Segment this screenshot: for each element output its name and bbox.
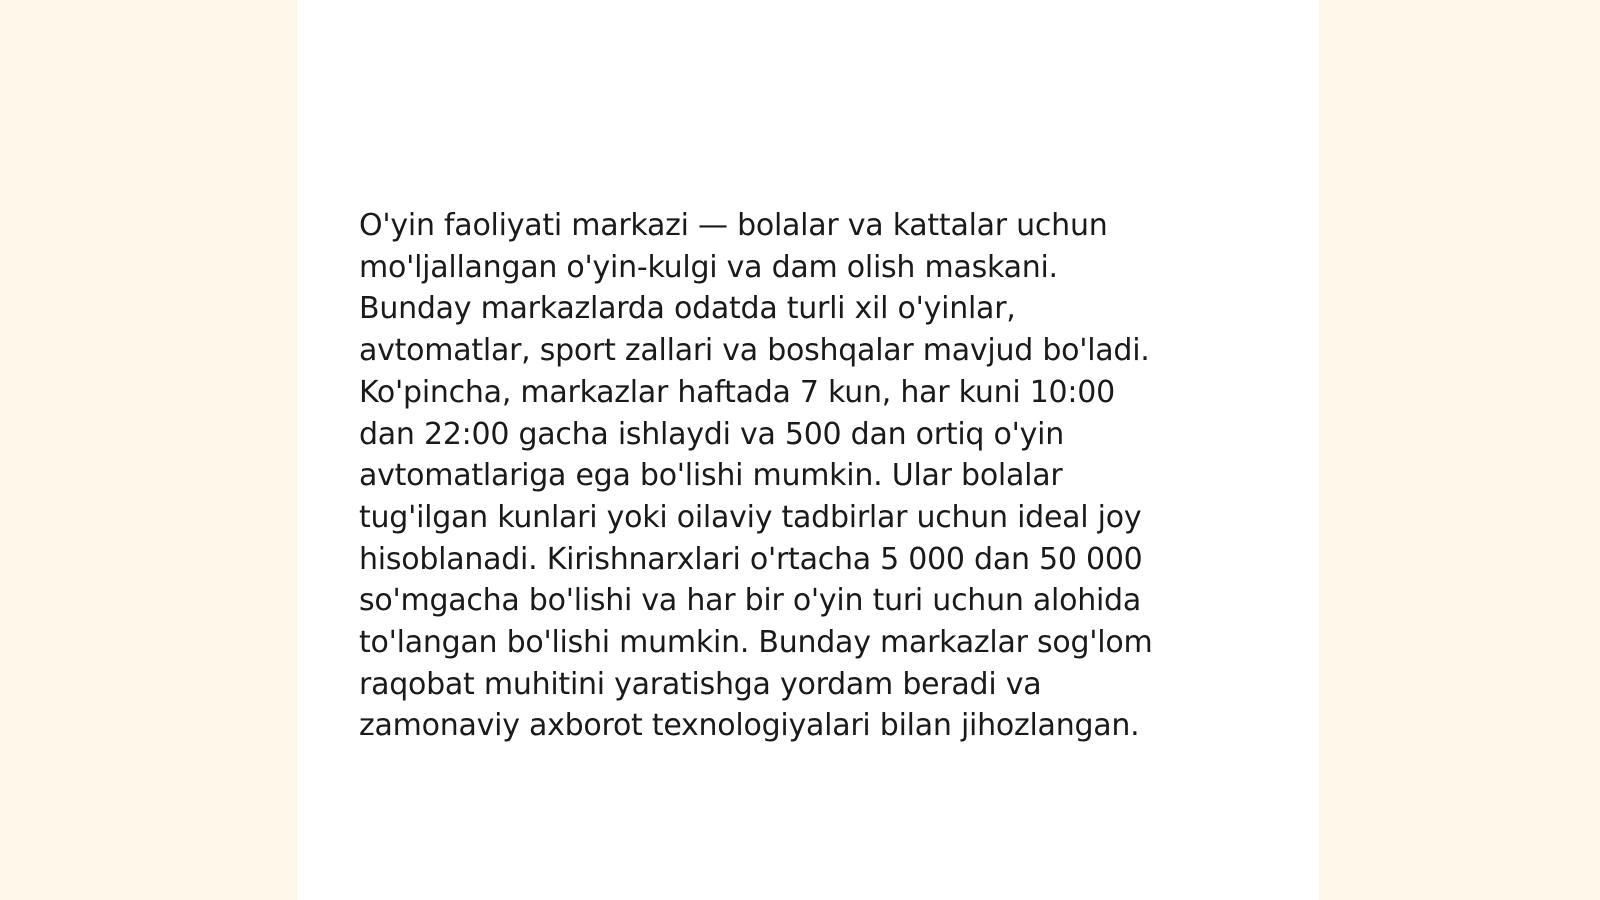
paragraph-line: O'yin faoliyati markazi — bolalar va kattalar uchun — [359, 208, 1108, 243]
paragraph-line: dan 22:00 gacha ishlaydi va 500 dan ortiq o'yin — [359, 416, 1064, 452]
body-paragraph — [359, 205, 1259, 747]
paragraph-line: tug'ilgan kunlari yoki oilaviy tadbirlar uchun ideal joy — [359, 499, 1142, 535]
paragraph-line: avtomatlar, sport zallari va boshqalar mavjud bo'ladi. — [359, 333, 1150, 369]
paragraph-line: Ko'pincha, markazlar haftada 7 kun, har kuni 10:00 — [359, 374, 1115, 410]
document-page — [297, 0, 1319, 900]
paragraph-line: avtomatlariga ega bo'lishi mumkin. Ular bolalar — [359, 458, 1063, 494]
paragraph-line: so'mgacha bo'lishi va har bir o'yin turi uchun alohida — [359, 583, 1141, 619]
paragraph-line: mo'ljallangan o'yin-kulgi va dam olish maskani. — [359, 249, 1058, 285]
paragraph-line: raqobat muhitini yaratishga yordam beradi va — [359, 666, 1042, 702]
paragraph-line: hisoblanadi. Kirishnarxlari o'rtacha 5 000 dan 50 000 — [359, 541, 1143, 577]
paragraph-line: to'langan bo'lishi mumkin. Bunday markazlar sog'lom — [359, 625, 1153, 661]
paragraph-line: zamonaviy axborot texnologiyalari bilan jihozlangan. — [359, 708, 1140, 744]
paragraph-line: Bunday markazlarda odatda turli xil o'yinlar, — [359, 291, 1016, 327]
